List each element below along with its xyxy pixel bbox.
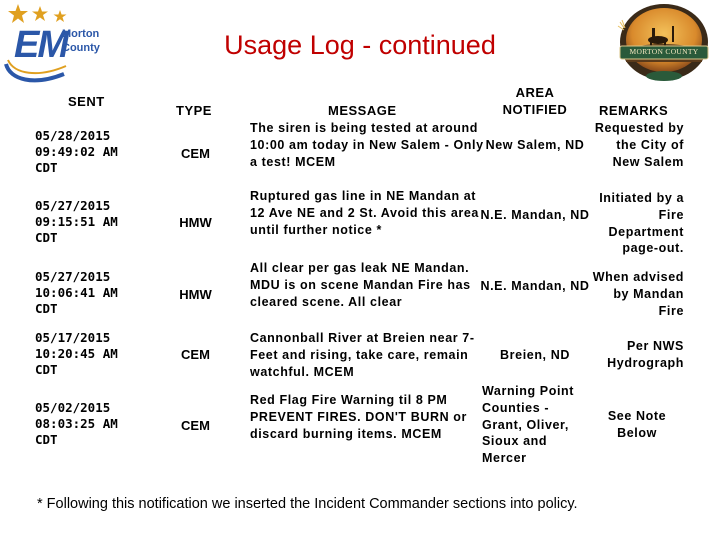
row-2-sent: 05/27/2015 09:15:51 AM CDT [35,198,118,245]
row-4-message: Cannonball River at Breien near 7-Feet and rising, take care, remain watchful. MCEM [250,331,475,379]
footnote: * Following this notification we inserted the Incident Commander sections into policy. [37,496,578,512]
row-4-sent: 05/17/2015 10:20:45 AM CDT [35,330,118,377]
row-3-sent: 05/27/2015 10:06:41 AM CDT [35,269,118,316]
row-4-remarks: Per NWS Hydrograph [607,339,684,370]
header-message: MESSAGE [328,103,397,118]
row-5-remarks: See Note Below [607,409,667,440]
row-3-type: HMW [179,287,212,302]
logo-em-mark: EM [14,24,67,66]
header-remarks: REMARKS [599,103,669,118]
header-area-notified: AREA NOTIFIED [502,85,568,117]
row-1-area: New Salem, ND [485,138,585,152]
page-title: Usage Log - continued [224,30,496,60]
row-1-type: CEM [181,146,210,161]
row-5-message: Red Flag Fire Warning til 8 PM PREVENT FIRES. DON'T BURN or discard burning items. MCEM [250,393,468,441]
row-1-sent: 05/28/2015 09:49:02 AM CDT [35,128,118,175]
logo-line-1: Morton [62,28,100,40]
row-1-message: The siren is being tested at around 10:00 am today in New Salem - Only a test! MCEM [250,121,484,169]
row-5-area: Warning Point Counties - Grant, Oliver, Sioux and Mercer [482,384,575,466]
row-2-type: HMW [179,215,212,230]
row-4-area: Breien, ND [500,348,570,362]
row-3-area: N.E. Mandan, ND [480,279,590,293]
row-3-remarks: When advised by Mandan Fire [592,270,684,318]
row-2-message: Ruptured gas line in NE Mandan at 12 Ave NE and 2 St. Avoid this area until further notice * [250,189,479,237]
row-5-sent: 05/02/2015 08:03:25 AM CDT [35,400,118,447]
seal-banner-text: MORTON COUNTY [629,47,699,56]
row-4-type: CEM [181,347,210,362]
row-2-area: N.E. Mandan, ND [480,208,590,222]
header-type: TYPE [176,103,212,118]
row-5-type: CEM [181,418,210,433]
row-1-remarks: Requested by the City of New Salem [594,121,684,169]
row-2-remarks: Initiated by a Fire Department page-out. [599,191,684,256]
row-3-message: All clear per gas leak NE Mandan. MDU is on scene Mandan Fire has cleared scene. All clear [250,261,471,309]
header-sent: SENT [68,94,105,109]
logo-line-2: County [62,42,100,54]
